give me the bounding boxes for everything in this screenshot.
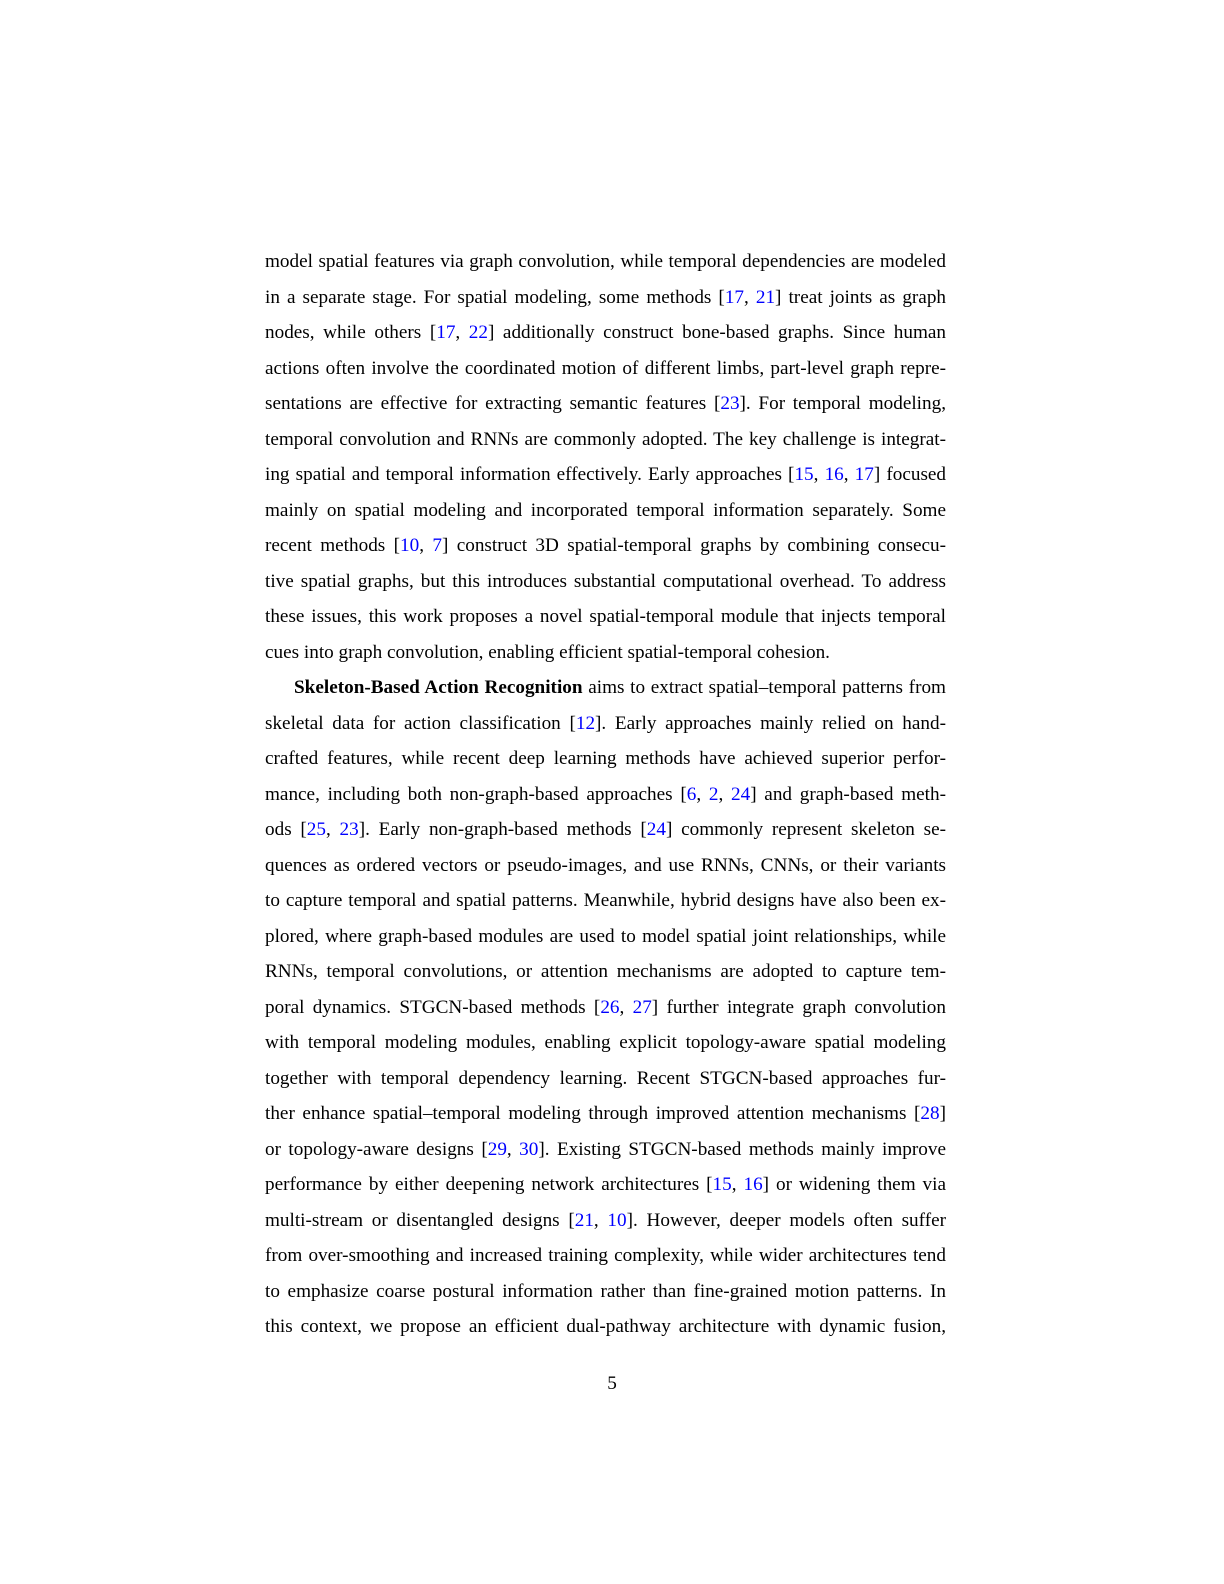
text-run: in a separate stage. For spatial modeling, some methods [ bbox=[265, 286, 725, 308]
text-run: nodes, while others [ bbox=[265, 322, 437, 343]
text-run: , bbox=[419, 535, 433, 556]
citation-link[interactable]: 25 bbox=[306, 819, 326, 840]
text-run: ods [ bbox=[265, 819, 307, 840]
text-run: ] and graph-based meth- bbox=[750, 783, 946, 805]
paragraph bbox=[265, 244, 946, 670]
citation-link[interactable]: 15 bbox=[712, 1174, 732, 1195]
citation-link[interactable]: 10 bbox=[400, 535, 420, 556]
text-run: from over-smoothing and increased training complexity, while wider architectures tend bbox=[265, 1245, 946, 1266]
text-run: , bbox=[813, 464, 825, 485]
citation-link[interactable]: 17 bbox=[724, 286, 745, 308]
text-run: ]. For temporal modeling, bbox=[739, 393, 946, 414]
text-run: RNNs, temporal convolutions, or attention mechanisms are adopted to capture tem- bbox=[265, 961, 946, 982]
text-line bbox=[265, 457, 946, 493]
text-run: cues into graph convolution, enabling efficient spatial-temporal cohesion. bbox=[265, 641, 830, 663]
page-number: 5 bbox=[607, 1373, 617, 1394]
text-run: , bbox=[455, 322, 469, 343]
text-run: actions often involve the coordinated motion of different limbs, part-level graph repre- bbox=[265, 357, 946, 379]
citation-link[interactable]: 2 bbox=[708, 783, 719, 805]
text-run: performance by either deepening network architectures [ bbox=[265, 1174, 713, 1195]
citation-link[interactable]: 22 bbox=[468, 322, 488, 343]
text-run: ] further integrate graph convolution bbox=[651, 996, 946, 1018]
text-line bbox=[265, 706, 946, 742]
text-line bbox=[265, 812, 946, 848]
citation-link[interactable]: 7 bbox=[432, 535, 442, 556]
text-line bbox=[265, 599, 946, 635]
text-line bbox=[265, 670, 946, 706]
text-line bbox=[265, 351, 946, 387]
text-run: tive spatial graphs, but this introduces substantial computational overhead. To address bbox=[265, 570, 946, 592]
text-run: , bbox=[619, 996, 633, 1018]
citation-link[interactable]: 26 bbox=[600, 996, 620, 1018]
paragraph bbox=[265, 670, 946, 1345]
text-run: plored, where graph-based modules are used to model spatial joint relationships, while bbox=[265, 925, 946, 947]
text-line bbox=[265, 564, 946, 600]
text-run: with temporal modeling modules, enabling explicit topology-aware spatial modeling bbox=[265, 1032, 946, 1053]
citation-link[interactable]: 21 bbox=[755, 286, 776, 308]
text-line bbox=[265, 1025, 946, 1061]
text-run: ]. Early non-graph-based methods [ bbox=[358, 819, 647, 840]
text-run: to capture temporal and spatial patterns. Meanwhile, hybrid designs have also been ex- bbox=[265, 890, 946, 911]
text-run: , bbox=[325, 819, 340, 840]
text-line bbox=[265, 1238, 946, 1274]
text-line bbox=[265, 1167, 946, 1203]
text-run: together with temporal dependency learning. Recent STGCN-based approaches fur- bbox=[265, 1067, 946, 1089]
text-run: multi-stream or disentangled designs [ bbox=[265, 1209, 575, 1231]
text-line bbox=[265, 848, 946, 884]
text-line bbox=[265, 244, 946, 280]
citation-link[interactable]: 21 bbox=[574, 1209, 594, 1231]
text-line bbox=[265, 1132, 946, 1168]
citation-link[interactable]: 16 bbox=[743, 1174, 763, 1195]
text-run: , bbox=[696, 783, 709, 805]
body-text bbox=[265, 244, 946, 1345]
text-run: , bbox=[843, 464, 855, 485]
text-run: or topology-aware designs [ bbox=[265, 1138, 488, 1160]
text-line bbox=[265, 635, 946, 671]
text-line bbox=[265, 528, 946, 564]
text-run: , bbox=[731, 1174, 744, 1195]
citation-link[interactable]: 17 bbox=[854, 464, 874, 485]
text-line bbox=[265, 1061, 946, 1097]
text-run: ] focused bbox=[873, 464, 947, 485]
text-run: , bbox=[506, 1138, 520, 1160]
text-run: model spatial features via graph convolution, while temporal dependencies are modeled bbox=[265, 251, 946, 272]
citation-link[interactable]: 24 bbox=[731, 783, 751, 805]
text-run: ] treat joints as graph bbox=[775, 286, 947, 308]
text-line bbox=[265, 315, 946, 351]
citation-link[interactable]: 30 bbox=[519, 1138, 539, 1160]
citation-link[interactable]: 17 bbox=[436, 322, 456, 343]
text-line bbox=[265, 1274, 946, 1310]
text-line bbox=[265, 493, 946, 529]
text-line bbox=[265, 990, 946, 1026]
text-run: , bbox=[593, 1209, 608, 1231]
text-line bbox=[265, 1096, 946, 1132]
text-run: ing spatial and temporal information effectively. Early approaches [ bbox=[265, 464, 795, 485]
text-run: this context, we propose an efficient dual-pathway architecture with dynamic fusion, bbox=[265, 1316, 946, 1337]
text-run: ther enhance spatial–temporal modeling through improved attention mechanisms [ bbox=[265, 1103, 921, 1124]
text-run: quences as ordered vectors or pseudo-images, and use RNNs, CNNs, or their variants bbox=[265, 854, 946, 876]
text-line bbox=[265, 1203, 946, 1239]
text-run: to emphasize coarse postural information rather than fine-grained motion patterns. In bbox=[265, 1280, 946, 1302]
text-run: ] or widening them via bbox=[762, 1174, 946, 1195]
text-run: sentations are effective for extracting semantic features [ bbox=[265, 393, 721, 414]
text-run: ] additionally construct bone-based graphs. Since human bbox=[487, 322, 946, 343]
text-line bbox=[265, 280, 946, 316]
text-line bbox=[265, 741, 946, 777]
text-run: recent methods [ bbox=[265, 535, 401, 556]
citation-link[interactable]: 28 bbox=[920, 1103, 940, 1124]
text-line bbox=[265, 883, 946, 919]
citation-link[interactable]: 15 bbox=[794, 464, 814, 485]
text-run: ]. However, deeper models often suffer bbox=[626, 1209, 946, 1231]
text-run: ]. Early approaches mainly relied on hand- bbox=[595, 712, 946, 734]
citation-link[interactable]: 10 bbox=[607, 1209, 627, 1231]
text-line bbox=[265, 954, 946, 990]
citation-link[interactable]: 16 bbox=[824, 464, 844, 485]
text-run: , bbox=[744, 286, 756, 308]
text-line bbox=[265, 919, 946, 955]
text-run: , bbox=[718, 783, 731, 805]
text-run: temporal convolution and RNNs are commonly adopted. The key challenge is integrat- bbox=[265, 428, 946, 450]
text-run: crafted features, while recent deep learning methods have achieved superior perfor- bbox=[265, 748, 946, 769]
text-run: ]. Existing STGCN-based methods mainly improve bbox=[538, 1138, 946, 1160]
citation-link[interactable]: 12 bbox=[575, 712, 596, 734]
citation-link[interactable]: 23 bbox=[720, 393, 740, 414]
text-run: ] bbox=[939, 1103, 946, 1124]
text-run: mance, including both non-graph-based approaches [ bbox=[265, 783, 687, 805]
text-run: ] construct 3D spatial-temporal graphs by combining consecu- bbox=[441, 535, 946, 556]
text-line bbox=[265, 1309, 946, 1345]
text-line bbox=[265, 422, 946, 458]
text-run: these issues, this work proposes a novel spatial-temporal module that injects temporal bbox=[265, 606, 946, 627]
citation-link[interactable]: 29 bbox=[487, 1138, 507, 1160]
section-run-in-heading: Skeleton-Based Action Recognition bbox=[294, 677, 583, 698]
citation-link[interactable]: 6 bbox=[686, 783, 697, 805]
text-line bbox=[265, 777, 946, 813]
text-run: skeletal data for action classification [ bbox=[265, 712, 576, 734]
citation-link[interactable]: 27 bbox=[632, 996, 652, 1018]
citation-link[interactable]: 23 bbox=[339, 819, 359, 840]
text-run: mainly on spatial modeling and incorporated temporal information separately. Some bbox=[265, 499, 946, 521]
text-run: aims to extract spatial–temporal patterns from bbox=[582, 677, 946, 698]
text-run: ] commonly represent skeleton se- bbox=[665, 819, 947, 840]
citation-link[interactable]: 24 bbox=[646, 819, 666, 840]
text-run: poral dynamics. STGCN-based methods [ bbox=[265, 996, 601, 1018]
text-line bbox=[265, 386, 946, 422]
